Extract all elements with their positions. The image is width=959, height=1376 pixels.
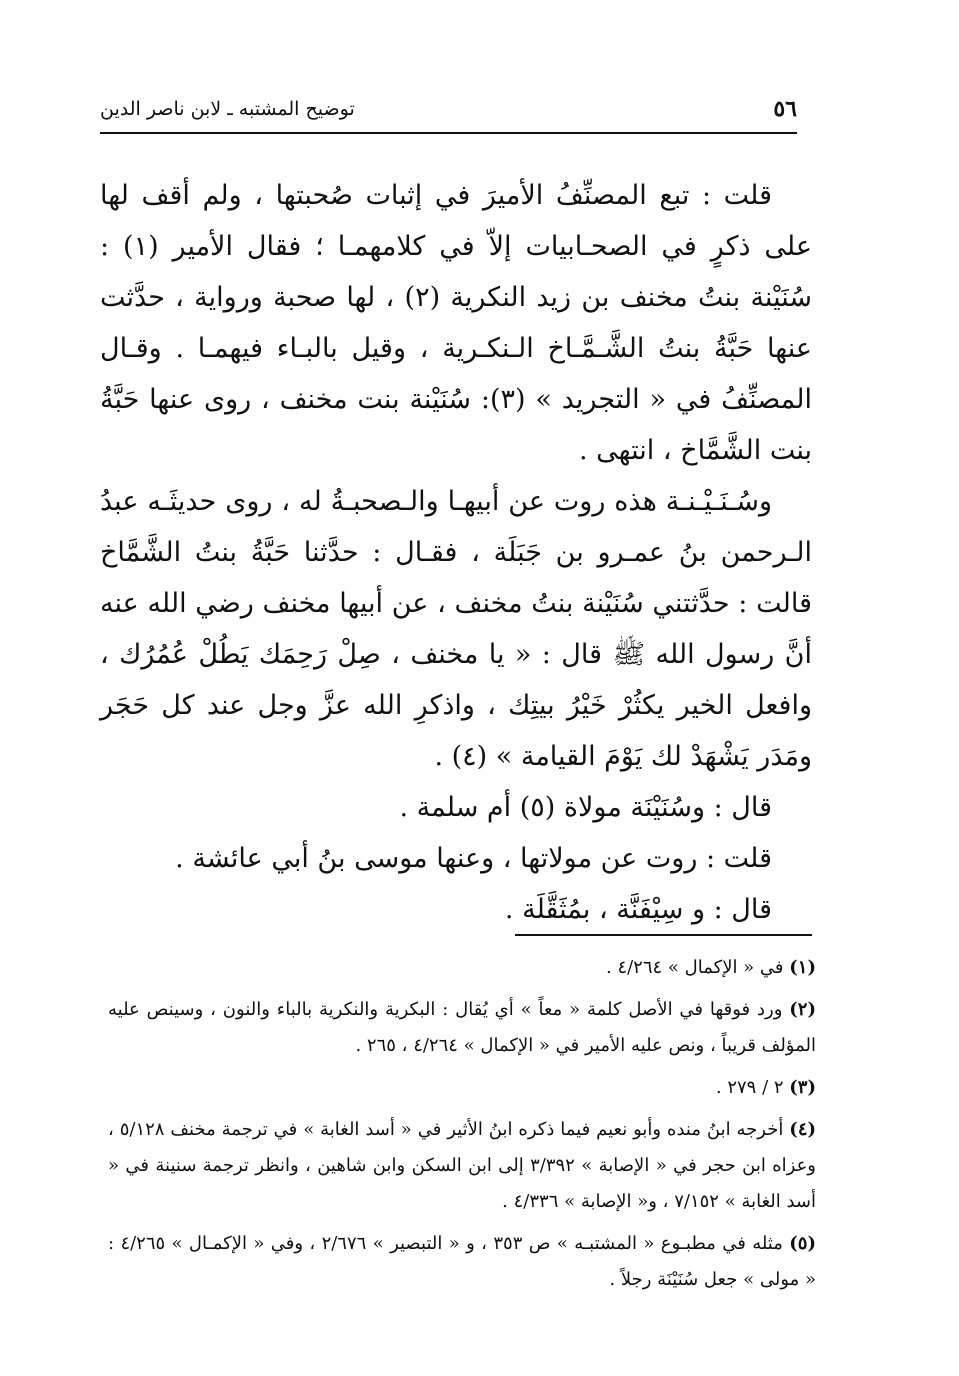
footnote-item [108,1112,816,1220]
footnote-item [108,1226,816,1298]
footnote-text: ورد فوقها في الأصل كلمة « معاً » أي يُقال : البكرية والنكرية بالباء والنون ، وسينص عليه المؤلف قريباً ، ونص عليه الأمير في « الإكمال » ٤/٢٦٤ ، ٢٦٥ . [108,999,816,1056]
footnote-text: مثله في مطبـوع « المشتبـه » ص ٣٥٣ ، و « التبصير » ٢/٦٧٦ ، وفي « الإكمـال » ٤/٢٦٥ : « مولى » جعل سُنَيْنَة رجلاً . [108,1233,816,1290]
footnote-text: أخرجه ابنُ منده وأبو نعيم فيما ذكره ابنُ الأثير في « أسد الغابة » في ترجمة مخنف ٥/١٢٨ ، وعزاه ابن حجر في « الإصابة » ٣/٣٩٢ إلى ابن السكن وابن شاهين ، وانظر ترجمة سنينة في « أسد الغابة » ٧/١٥٢ ، و« الإصابة » ٤/٣٣٦ . [108,1119,817,1212]
footnote-text: ٢ / ٢٧٩ . [715,1077,784,1098]
paragraph-1: قلت : تبع المصنِّفُ الأميرَ في إثبات صُحبتها ، ولم أقف لها على ذكرٍ في الصحـابيات إلاّ في كلامهمـا ؛ فقال الأمير (١) : سُنَيْنة بنتُ مخنف بن زيد النكرية (٢) ، لها صحبة ورواية ، حدَّثت عنها حَبَّةُ بنتُ الشَّـمَّـاخ الـنكـرية ، وقيل بالبـاء فيهمـا . وقـال المصنِّفُ في « التجريد » (٣): سُنَيْنة بنت مخنف ، روى عنها حَبَّةُ بنت الشَّمَّاخ ، انتهى . [100,180,812,466]
footnote-number: (٤) [789,1119,817,1140]
main-text [100,170,812,935]
paragraph-3: قال : وسُنَيْنَة مولاة (٥) أم سلمة . [399,792,772,823]
footnote-item [108,992,816,1064]
page-number: ٥٦ [773,96,797,122]
paragraph-2: وسُـنَـيْـنـة هذه روت عن أبيهـا والـصحبـةُ له ، روى حديثَـه عبدُ الـرحمن بنُ عمـرو بن جَبَلَة ، فقـال : حدَّثنا حَبَّةُ بنتُ الشَّمَّاخ قالت : حدَّثتني سُنَيْنة بنتُ مخنف ، عن أبيها مخنف رضي الله عنه أنَّ رسول الله ﷺ قال : « يا مخنف ، صِلْ رَحِمَك يَطُلْ عُمُرُك ، وافعل الخير يكثُرْ خَيْرُ بيتِك ، واذكرِ الله عزَّ وجل عند كل حَجَر ومَدَر يَشْهَدْ لك يَوْمَ القيامة » (٤) . [100,486,812,772]
footnote-divider [515,934,812,936]
footnote-number: (٣) [789,1077,816,1098]
running-header [100,88,797,134]
paragraph-4: قلت : روت عن مولاتها ، وعنها موسى بنُ أبي عائشة . [175,843,772,874]
footnote-number: (٢) [789,999,816,1020]
footnote-item [108,1070,816,1106]
paragraph-5: قال : و سِيْفَنَّة ، بمُثَقَّلَة . [504,894,772,925]
book-title: توضيح المشتبه ـ لابن ناصر الدين [100,98,355,120]
footnotes [108,950,816,1304]
footnote-number: (٥) [789,1233,816,1254]
footnote-number: (١) [789,957,816,978]
footnote-item [108,950,816,986]
footnote-text: في « الإكمال » ٤/٢٦٤ . [606,957,784,978]
